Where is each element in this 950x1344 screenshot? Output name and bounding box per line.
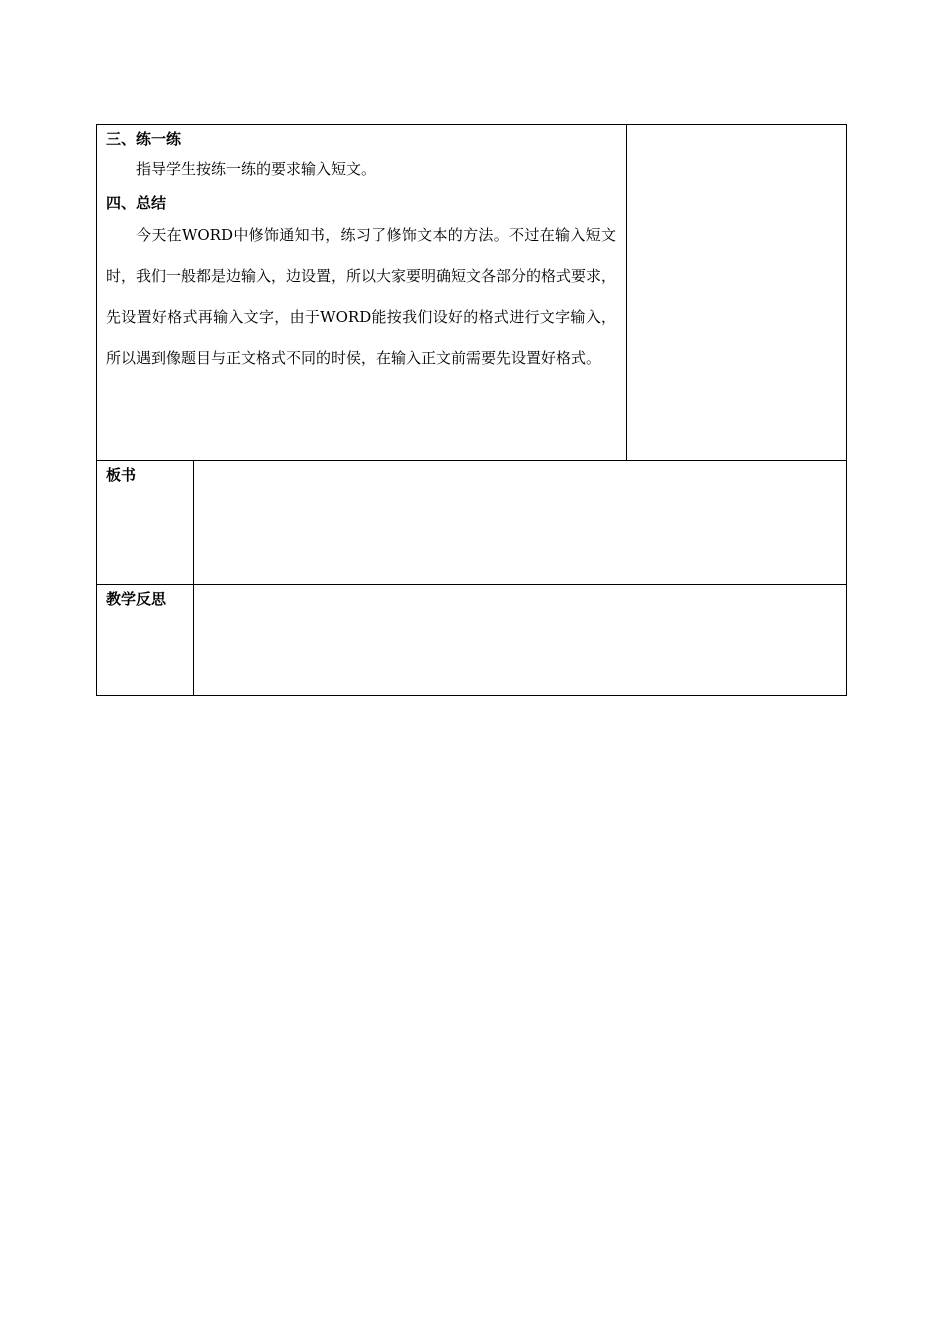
notes-cell xyxy=(627,125,847,461)
reflection-row xyxy=(97,585,847,696)
board-content-cell xyxy=(194,461,847,585)
section-3-text: 指导学生按练一练的要求输入短文。 xyxy=(136,160,377,178)
section-4-text: 今天在WORD中修饰通知书，练习了修饰文本的方法。不过在输入短文时，我们一般都是边输入，边设置，所以大家要明确短文各部分的格式要求，先设置好格式再输入文字，由于WORD能按我们设好的格式进行文字输入，所以遇到像题目与正文格式不同的时侯，在输入正文前需要先设置好格式。 xyxy=(106,226,617,367)
section-3-heading: 三、练一练 xyxy=(106,130,182,148)
reflection-label: 教学反思 xyxy=(106,590,167,608)
board-row xyxy=(97,461,847,585)
teaching-process-cell xyxy=(97,125,627,461)
section-4-heading: 四、总结 xyxy=(106,194,167,212)
lesson-plan-table xyxy=(96,124,847,696)
reflection-label-cell xyxy=(97,585,194,696)
board-label-cell xyxy=(97,461,194,585)
reflection-content-cell xyxy=(194,585,847,696)
board-label: 板书 xyxy=(106,466,137,484)
process-row xyxy=(97,125,847,461)
